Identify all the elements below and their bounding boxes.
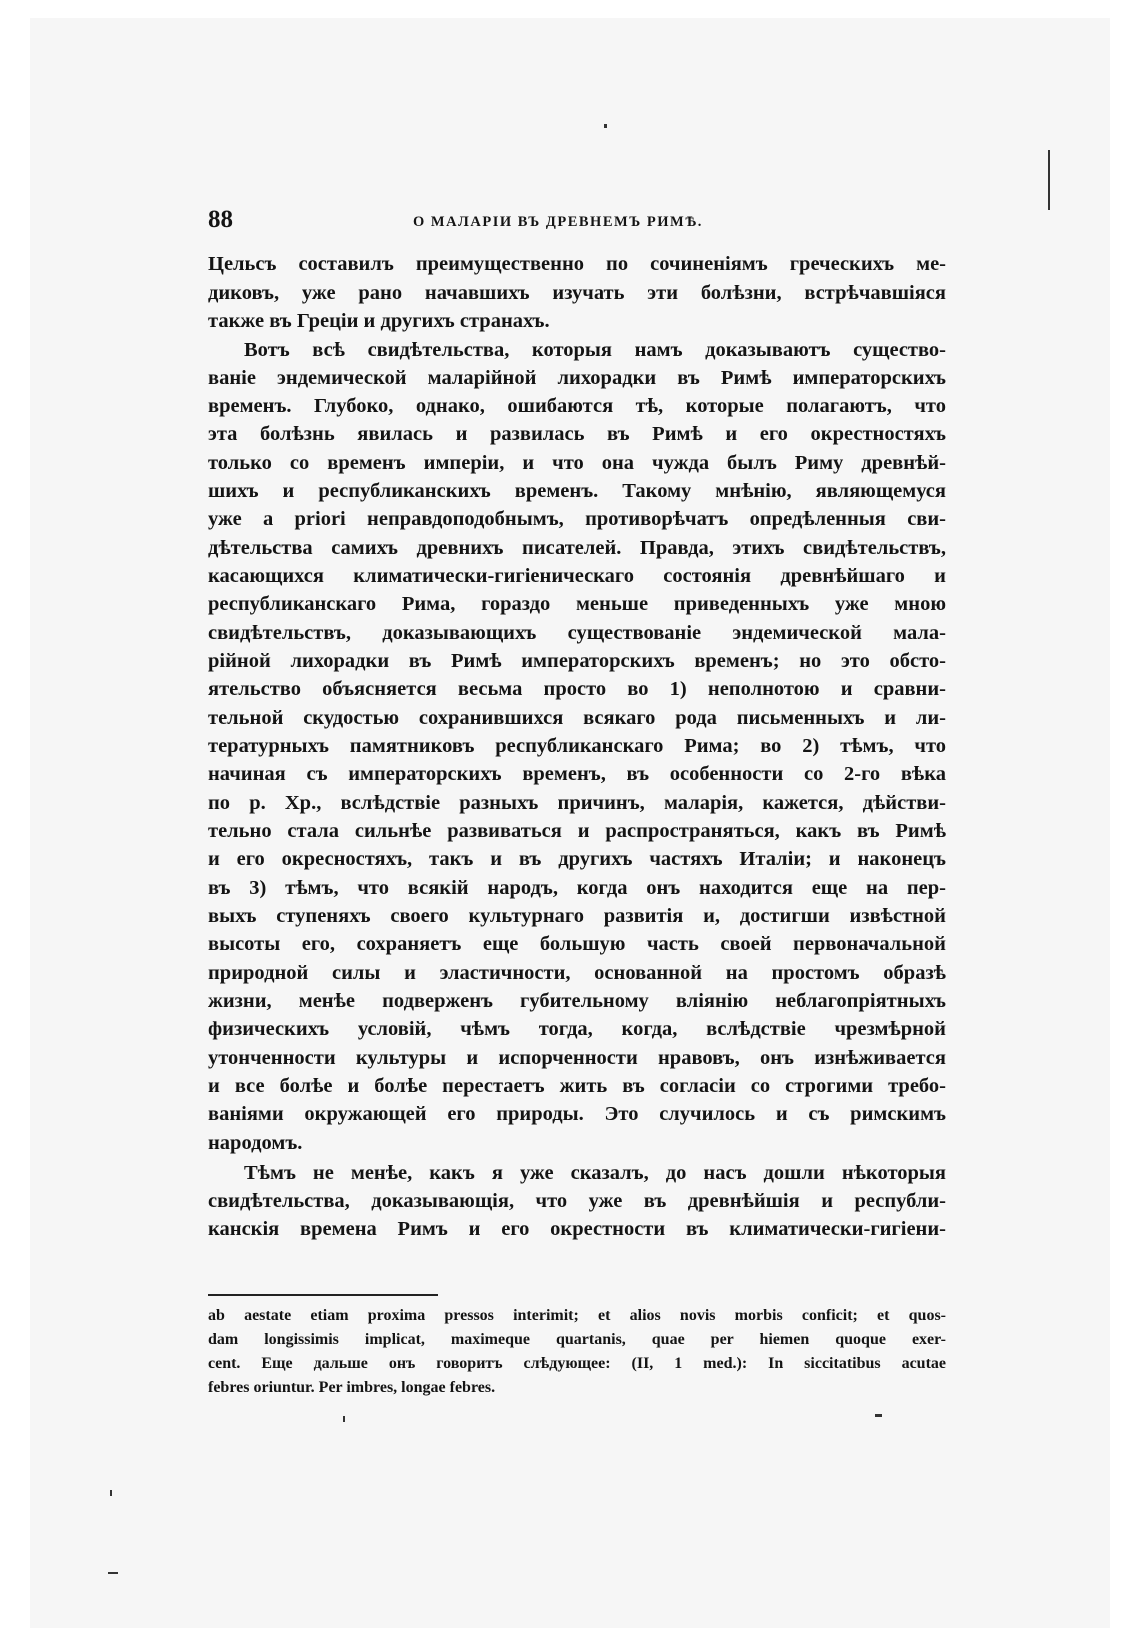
text-line: временъ. Глубоко, однако, ошибаются тѣ, которые полагаютъ, что	[208, 395, 946, 417]
text-line: Вотъ всѣ свидѣтельства, которыя намъ доказываютъ существо-	[244, 339, 946, 361]
text-line: утонченности культуры и испорченности нравовъ, онъ изнѣживается	[208, 1047, 946, 1069]
text-line: свидѣтельства, доказывающія, что уже въ древнѣйшія и республи-	[208, 1190, 946, 1212]
text-line: тельно стала сильнѣе развиваться и распространяться, какъ въ Римѣ	[208, 820, 946, 842]
text-line: тельной скудостью сохранившихся всякаго рода письменныхъ и ли-	[208, 707, 946, 729]
scan-speck	[110, 1490, 112, 1496]
text-line: начиная съ императорскихъ временъ, въ особенности со 2-го вѣка	[208, 763, 946, 785]
text-line: рійной лихорадки въ Римѣ императорскихъ временъ; но это обсто-	[208, 650, 946, 672]
text-line: и его окресностяхъ, такъ и въ другихъ частяхъ Италіи; и наконецъ	[208, 848, 946, 870]
text-line: Тѣмъ не менѣе, какъ я уже сказалъ, до насъ дошли нѣкоторыя	[244, 1162, 946, 1184]
footnote-line: ab aestate etiam proxima pressos interimit; et alios novis morbis conficit; et quos-	[208, 1307, 946, 1324]
scan-edge-mark	[1048, 150, 1050, 210]
text-line: ваніями окружающей его природы. Это случилось и съ римскимъ	[208, 1103, 946, 1125]
scan-speck	[604, 124, 607, 128]
text-line: Цельсъ составилъ преимущественно по сочиненіямъ греческихъ ме-	[208, 253, 946, 275]
text-line: канскія времена Римъ и его окрестности въ климатически-гигіени-	[208, 1218, 946, 1240]
page-header	[208, 206, 948, 236]
running-title: О МАЛАРІИ ВЪ ДРЕВНЕМЪ РИМѢ.	[413, 214, 703, 230]
text-line: ваніе эндемической маларійной лихорадки въ Римѣ императорскихъ	[208, 367, 946, 389]
text-line: высоты его, сохраняетъ еще большую часть своей первоначальной	[208, 933, 946, 955]
footnote-line: cent. Еще дальше онъ говоритъ слѣдующее: (II, 1 med.): In siccitatibus acutae	[208, 1355, 946, 1372]
text-line: природной силы и эластичности, основанной на простомъ образѣ	[208, 962, 946, 984]
text-line: и все болѣе и болѣе перестаетъ жить въ согласіи со строгими требо-	[208, 1075, 946, 1097]
text-line: тературныхъ памятниковъ республиканскаго Рима; во 2) тѣмъ, что	[208, 735, 946, 757]
footnote-line: febres oriuntur. Per imbres, longae febres.	[208, 1379, 496, 1396]
text-line: диковъ, уже рано начавшихъ изучать эти болѣзни, встрѣчавшіяся	[208, 282, 946, 304]
page-number: 88	[208, 206, 233, 233]
scan-speck	[875, 1414, 882, 1417]
text-line: въ 3) тѣмъ, что всякій народъ, когда онъ находится еще на пер-	[208, 877, 946, 899]
text-line: свидѣтельствъ, доказывающихъ существованіе эндемической мала-	[208, 622, 946, 644]
footnote-line: dam longissimis implicat, maximeque quartanis, quae per hiemen quoque exer-	[208, 1331, 946, 1348]
text-line: республиканскаго Рима, гораздо меньше приведенныхъ уже мною	[208, 593, 946, 615]
scan-speck	[108, 1572, 118, 1574]
text-line: касающихся климатически-гигіеническаго состоянія древнѣйшаго и	[208, 565, 946, 587]
text-line: жизни, менѣе подверженъ губительному вліянію неблагопріятныхъ	[208, 990, 946, 1012]
text-line: физическихъ условій, чѣмъ тогда, когда, вслѣдствіе чрезмѣрной	[208, 1018, 946, 1040]
text-line: дѣтельства самихъ древнихъ писателей. Правда, этихъ свидѣтельствъ,	[208, 537, 946, 559]
text-line: эта болѣзнь явилась и развилась въ Римѣ и его окрестностяхъ	[208, 423, 946, 445]
text-line: также въ Греціи и другихъ странахъ.	[208, 310, 550, 332]
text-line: уже a priori неправдоподобнымъ, противорѣчатъ опредѣленныя сви-	[208, 508, 946, 530]
text-line: выхъ ступеняхъ своего культурнаго развитія и, достигши извѣстной	[208, 905, 946, 927]
footnote-rule	[208, 1294, 438, 1296]
text-line: ятельство объясняется весьма просто во 1) неполнотою и сравни-	[208, 678, 946, 700]
text-line: по р. Хр., вслѣдствіе разныхъ причинъ, маларія, кажется, дѣйстви-	[208, 792, 946, 814]
text-line: народомъ.	[208, 1132, 303, 1154]
text-line: только со временъ имперіи, и что она чужда былъ Риму древнѣй-	[208, 452, 946, 474]
text-line: шихъ и республиканскихъ временъ. Такому мнѣнію, являющемуся	[208, 480, 946, 502]
scan-speck	[343, 1416, 345, 1422]
